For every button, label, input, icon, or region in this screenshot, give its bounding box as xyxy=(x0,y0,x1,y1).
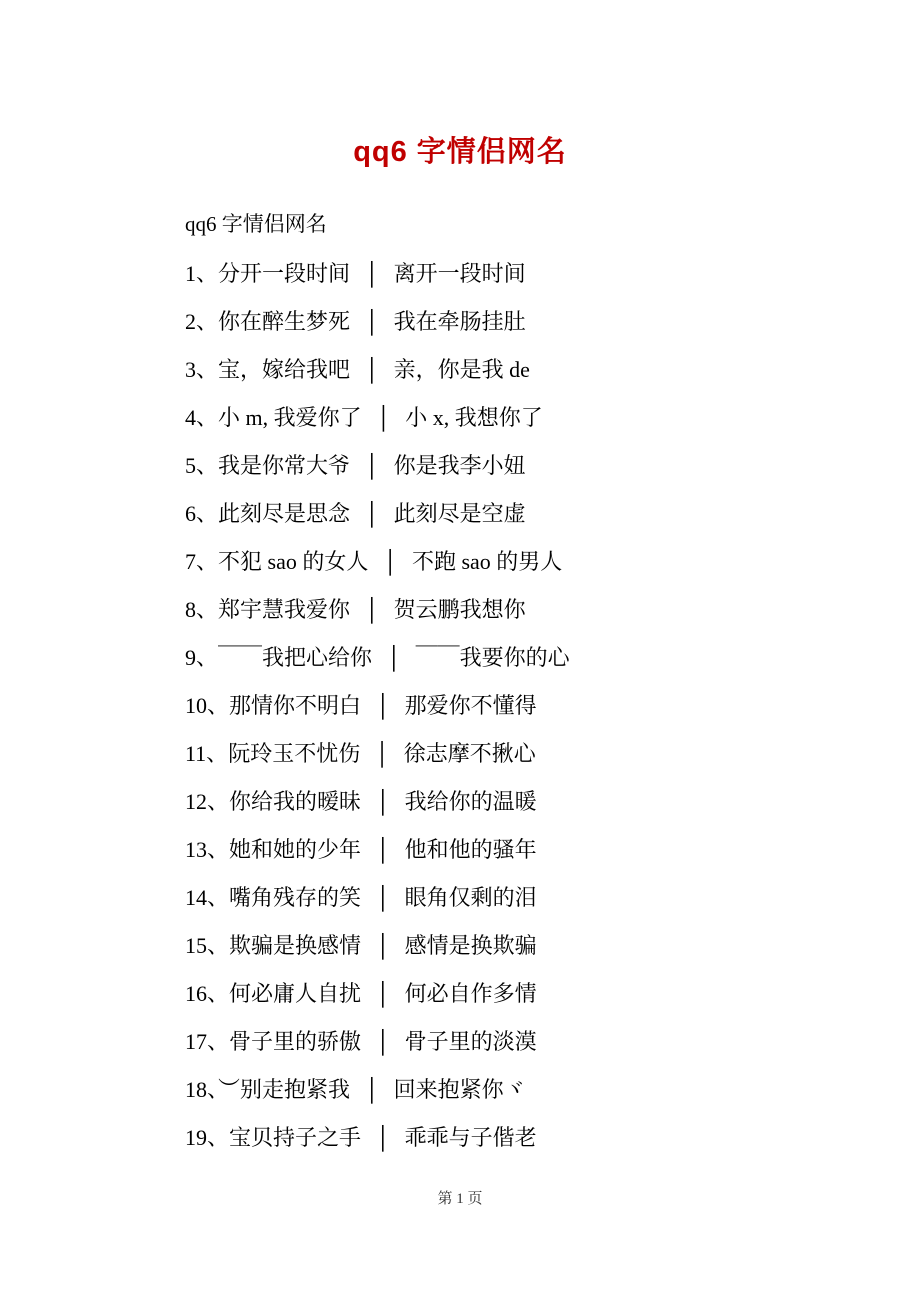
list-item xyxy=(185,778,735,826)
separator: │ xyxy=(364,1077,380,1102)
item-number: 2、 xyxy=(185,309,219,334)
separator: │ xyxy=(375,405,392,430)
item-number: 7、 xyxy=(185,549,219,574)
item-number: 5、 xyxy=(185,453,219,478)
intro-line: qq6 字情侣网名 xyxy=(185,212,327,236)
separator: │ xyxy=(375,693,391,718)
list-item xyxy=(185,250,735,298)
nickname-left: 宝贝持子之手 xyxy=(229,1125,362,1150)
item-number: 19、 xyxy=(185,1125,230,1150)
separator: │ xyxy=(364,597,380,622)
list-item xyxy=(185,682,735,730)
nickname-left: 那情你不明白 xyxy=(229,693,362,718)
page-number: 第 1 页 xyxy=(437,1191,483,1207)
nickname-left: 小 m, 我爱你了 xyxy=(218,405,362,430)
separator: │ xyxy=(364,261,380,286)
separator: │ xyxy=(375,837,391,862)
nickname-left: 我是你常大爷 xyxy=(218,453,351,478)
separator: │ xyxy=(386,645,402,670)
item-number: 10、 xyxy=(185,693,230,718)
nickname-left: 郑宇慧我爱你 xyxy=(218,597,351,622)
list-item xyxy=(185,874,735,922)
list-item xyxy=(185,970,735,1018)
list-item xyxy=(185,634,735,682)
nickname-right: 他和他的骚年 xyxy=(404,837,537,862)
nickname-left: ￣￣我把心给你 xyxy=(218,645,373,670)
nickname-right: 徐志摩不揪心 xyxy=(403,741,536,766)
list-item xyxy=(185,490,735,538)
nickname-right: 此刻尽是空虚 xyxy=(393,501,526,526)
item-number: 14、 xyxy=(185,885,230,910)
list-item xyxy=(185,586,735,634)
item-number: 9、 xyxy=(185,645,219,670)
item-number: 1、 xyxy=(185,261,219,286)
nickname-right: 骨子里的淡漠 xyxy=(404,1029,537,1054)
separator: │ xyxy=(364,357,380,382)
nickname-left: 此刻尽是思念 xyxy=(218,501,351,526)
item-number: 16、 xyxy=(185,981,230,1006)
list-item xyxy=(185,298,735,346)
separator: │ xyxy=(364,501,380,526)
nickname-right: 我在牵肠挂肚 xyxy=(393,309,526,334)
nickname-left: 你在醉生梦死 xyxy=(218,309,351,334)
list-item xyxy=(185,442,735,490)
nickname-right: 何必自作多情 xyxy=(404,981,537,1006)
nickname-right: 不跑 sao 的男人 xyxy=(411,549,563,574)
list-item xyxy=(185,346,735,394)
nickname-right: 小 x, 我想你了 xyxy=(405,405,543,430)
nickname-right: 我给你的温暖 xyxy=(404,789,537,814)
list-item xyxy=(185,394,735,442)
list-item xyxy=(185,1018,735,1066)
list-item xyxy=(185,1066,735,1114)
item-number: 17、 xyxy=(185,1029,230,1054)
separator: │ xyxy=(364,309,380,334)
list-item xyxy=(185,826,735,874)
nickname-left: 分开一段时间 xyxy=(218,261,351,286)
nickname-left: 你给我的暧昧 xyxy=(229,789,362,814)
nickname-left: 她和她的少年 xyxy=(229,837,362,862)
separator: │ xyxy=(374,741,390,766)
separator: │ xyxy=(375,789,391,814)
separator: │ xyxy=(375,885,391,910)
nickname-right: 离开一段时间 xyxy=(393,261,526,286)
item-number: 4、 xyxy=(185,405,219,430)
list-item xyxy=(185,730,735,778)
item-number: 12、 xyxy=(185,789,230,814)
item-number: 6、 xyxy=(185,501,219,526)
nickname-right: 那爱你不懂得 xyxy=(404,693,537,718)
separator: │ xyxy=(375,981,391,1006)
separator: │ xyxy=(375,1029,391,1054)
nickname-left: 何必庸人自扰 xyxy=(229,981,362,1006)
list-item xyxy=(185,538,735,586)
nickname-left: 不犯 sao 的女人 xyxy=(218,549,369,574)
separator: │ xyxy=(382,549,398,574)
nickname-right: 亲，你是我 de xyxy=(393,357,530,382)
separator: │ xyxy=(364,453,380,478)
separator: │ xyxy=(375,933,391,958)
page-title: qq6 字情侣网名 xyxy=(353,136,567,168)
nickname-right: 感情是换欺骗 xyxy=(404,933,537,958)
nickname-left: ︶别走抱紧我 xyxy=(218,1077,351,1102)
item-number: 15、 xyxy=(185,933,230,958)
separator: │ xyxy=(375,1125,391,1150)
nickname-right: 你是我李小妞 xyxy=(393,453,526,478)
item-number: 18、 xyxy=(185,1077,219,1102)
nickname-right: 乖乖与子偕老 xyxy=(404,1125,537,1150)
nickname-right: ￣￣我要你的心 xyxy=(415,645,570,670)
item-number: 3、 xyxy=(185,357,219,382)
nickname-left: 嘴角残存的笑 xyxy=(229,885,362,910)
nickname-list xyxy=(185,250,735,1162)
nickname-left: 阮玲玉不忧伤 xyxy=(228,741,361,766)
nickname-right: 贺云鹏我想你 xyxy=(393,597,526,622)
nickname-left: 骨子里的骄傲 xyxy=(229,1029,362,1054)
nickname-right: 回来抱紧你ヾ xyxy=(393,1077,526,1102)
item-number: 13、 xyxy=(185,837,230,862)
list-item xyxy=(185,1114,735,1162)
nickname-left: 欺骗是换感情 xyxy=(229,933,362,958)
item-number: 8、 xyxy=(185,597,219,622)
list-item xyxy=(185,922,735,970)
nickname-left: 宝，嫁给我吧 xyxy=(218,357,351,382)
item-number: 11、 xyxy=(185,741,229,766)
nickname-right: 眼角仅剩的泪 xyxy=(404,885,537,910)
